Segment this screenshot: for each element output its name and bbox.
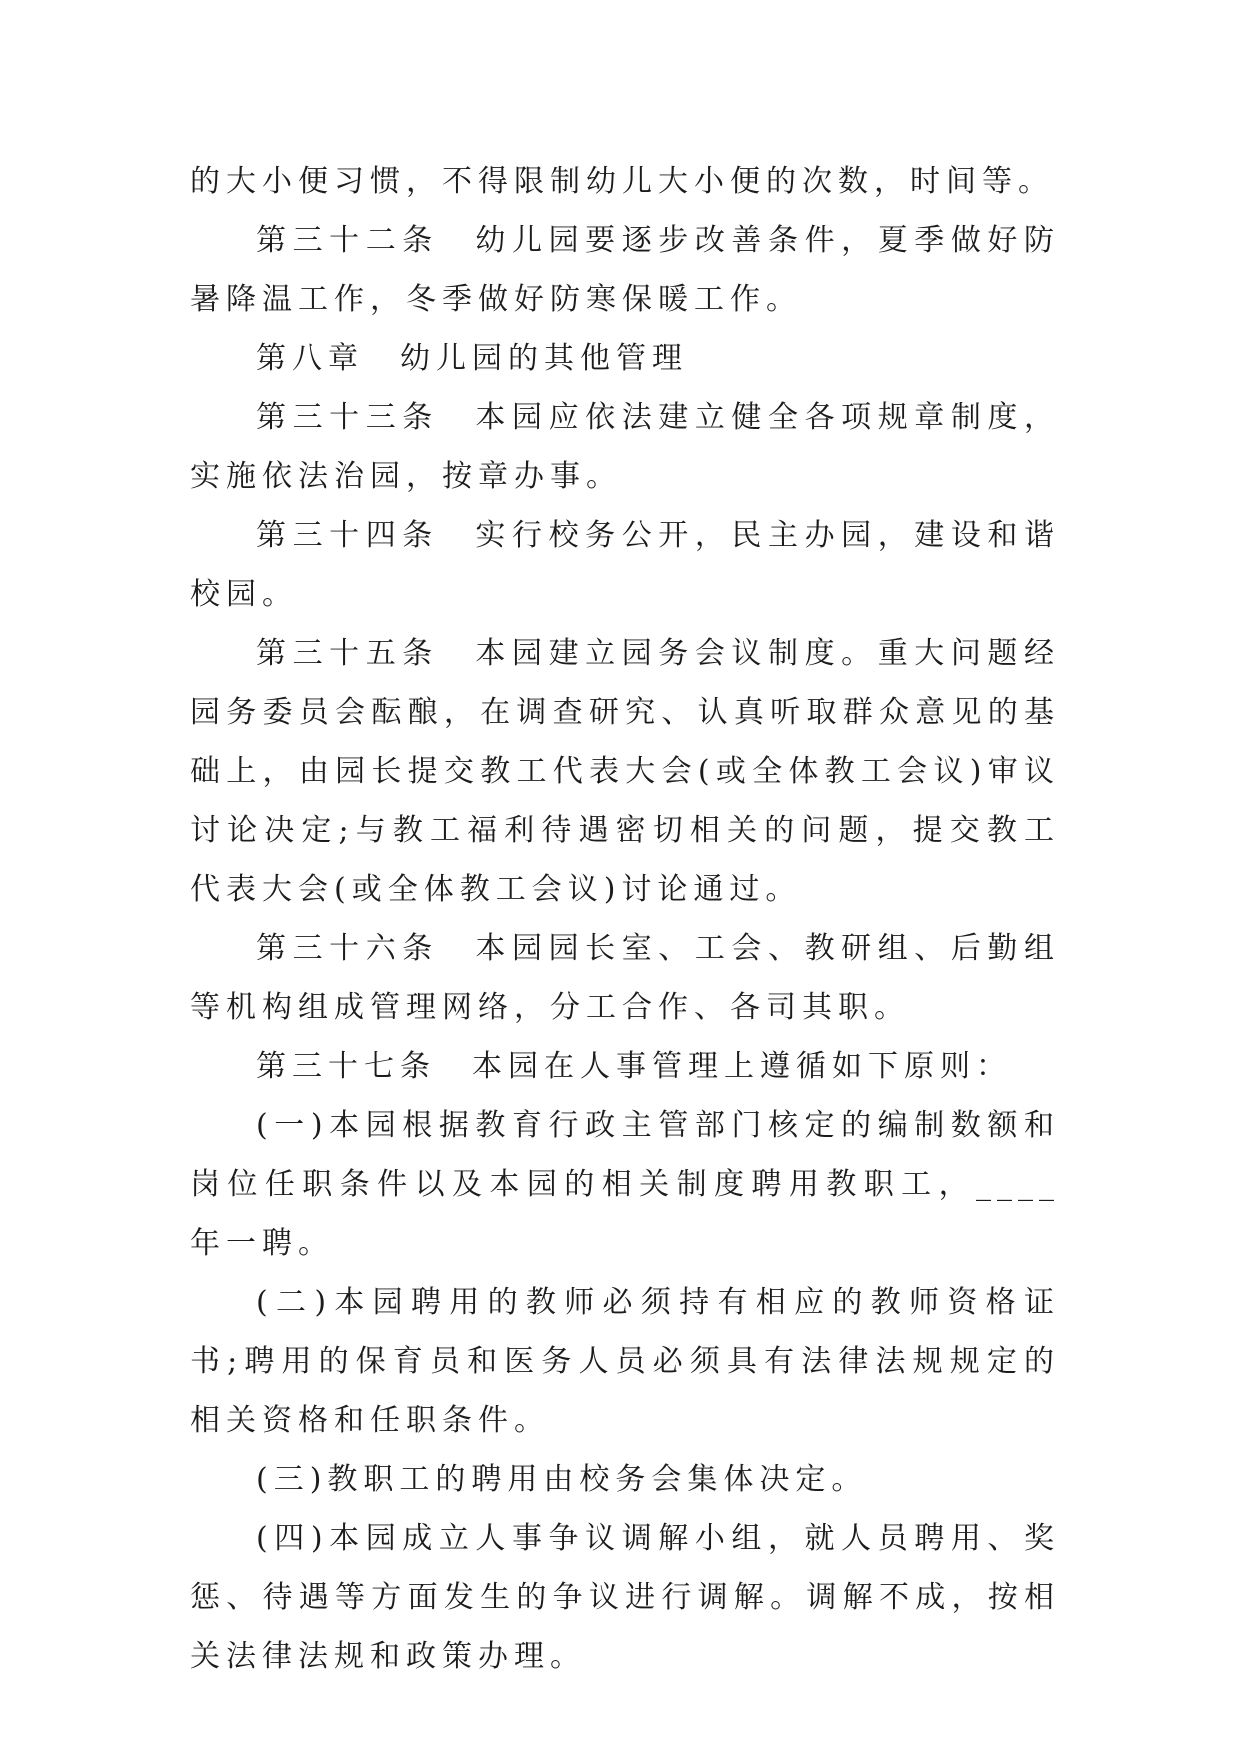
article-37-item-3: (三)教职工的聘用由校务会集体决定。 [256,1462,868,1497]
paragraph-continuation: 的大小便习惯，不得限制幼儿大小便的次数，时间等。 [190,164,1054,199]
chapter-8-heading: 第八章 幼儿园的其他管理 [256,341,688,376]
article-32: 第三十二条 幼儿园要逐步改善条件，夏季做好防暑降温工作，冬季做好防寒保暖工作。 [190,223,1060,317]
article-33: 第三十三条 本园应依法建立健全各项规章制度，实施依法治园，按章办事。 [190,400,1060,494]
document-body [190,152,1060,1686]
article-35: 第三十五条 本园建立园务会议制度。重大问题经园务委员会酝酿，在调查研究、认真听取群众意见的基础上，由园长提交教工代表大会(或全体教工会议)审议讨论决定;与教工福利待遇密切相关的问题，提交教工代表大会(或全体教工会议)讨论通过。 [190,636,1060,907]
article-37-item-4: (四)本园成立人事争议调解小组，就人员聘用、奖惩、待遇等方面发生的争议进行调解。调解不成，按相关法律法规和政策办理。 [190,1521,1060,1674]
article-37: 第三十七条 本园在人事管理上遵循如下原则： [256,1049,1012,1084]
article-34: 第三十四条 实行校务公开，民主办园，建设和谐校园。 [190,518,1060,612]
article-37-item-2: (二)本园聘用的教师必须持有相应的教师资格证书;聘用的保育员和医务人员必须具有法律法规规定的相关资格和任职条件。 [190,1285,1060,1438]
article-36: 第三十六条 本园园长室、工会、教研组、后勤组等机构组成管理网络，分工合作、各司其职。 [190,931,1060,1025]
article-37-item-1: (一)本园根据教育行政主管部门核定的编制数额和岗位任职条件以及本园的相关制度聘用教职工，____年一聘。 [190,1108,1060,1261]
